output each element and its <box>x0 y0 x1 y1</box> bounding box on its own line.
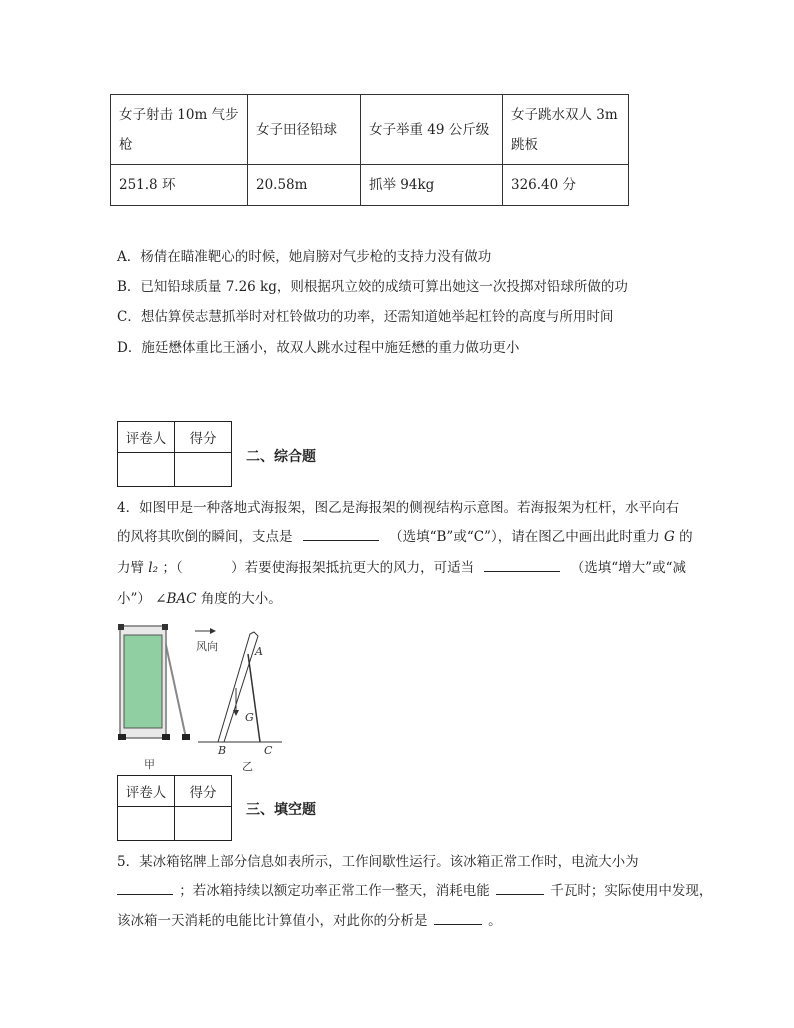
question-text: ∠BAC <box>155 591 197 607</box>
answer-blank[interactable] <box>303 526 379 541</box>
reviewer-label: 评卷人 <box>118 422 175 453</box>
question-text: 的 <box>679 529 693 545</box>
table-row <box>111 165 629 206</box>
question-text: 的风将其吹倒的瞬间，支点是 <box>117 529 293 545</box>
table-header-cell: 女子田径铅球 <box>248 95 361 165</box>
poster-board <box>124 635 162 728</box>
table-cell: 326.40 分 <box>503 165 629 206</box>
point-a-label: A <box>255 645 263 658</box>
answer-blank[interactable] <box>484 557 560 572</box>
score-field <box>175 453 232 487</box>
table-cell: 251.8 环 <box>111 165 248 206</box>
question-text: 力臂 <box>117 560 144 576</box>
score-field <box>175 807 232 841</box>
question-4-line <box>117 556 686 576</box>
table-cell: 20.58m <box>248 165 361 206</box>
option-c: C．想估算侯志慧抓举时对杠铃做功的功率，还需知道她举起杠铃的高度与所用时间 <box>117 309 614 325</box>
question-text: 该冰箱一天消耗的电能比计算值小，对此你的分析是 <box>117 913 428 929</box>
table-header-row <box>111 95 629 165</box>
option-a: A．杨倩在瞄准靶心的时候，她肩膀对气步枪的支持力没有做功 <box>117 249 492 265</box>
reviewer-field <box>118 453 175 487</box>
option-d: D．施廷懋体重比王涵小，故双人跳水过程中施廷懋的重力做功更小 <box>117 340 520 356</box>
figure-caption-b: 乙 <box>242 760 253 773</box>
option-b: B．已知铅球质量 7.26 kg，则根据巩立姣的成绩可算出她这一次投掷对铅球所做的功 <box>117 279 628 295</box>
question-text: （选填“增大”或“减 <box>570 560 686 576</box>
question-text: l₂ <box>148 560 159 576</box>
question-5-line <box>117 879 712 899</box>
grader-box <box>117 775 232 841</box>
answer-blank[interactable] <box>434 910 482 925</box>
reviewer-label: 评卷人 <box>118 776 175 807</box>
question-text: （选填“B”或“C”），请在图乙中画出此时重力 <box>389 529 660 545</box>
question-text: ；若冰箱持续以额定功率正常工作一整天，消耗电能 <box>179 883 490 899</box>
question-text: 小”） <box>117 591 151 607</box>
question-5-line <box>117 909 502 929</box>
question-4-line <box>117 587 282 607</box>
table-header-cell: 女子射击 10m 气步枪 <box>111 95 248 165</box>
question-5-line: 5．某冰箱铭牌上部分信息如表所示，工作间歇性运行。该冰箱正常工作时，电流大小为 <box>117 854 639 870</box>
point-c-label: C <box>264 744 273 757</box>
point-b-label: B <box>218 744 227 757</box>
grader-box <box>117 421 232 487</box>
question-text: 千瓦时；实际使用中发现， <box>550 883 713 899</box>
score-label: 得分 <box>175 776 232 807</box>
table-header-cell: 女子举重 49 公斤级 <box>361 95 503 165</box>
question-4-line <box>117 525 693 545</box>
question-4-line: 4．如图甲是一种落地式海报架，图乙是海报架的侧视结构示意图。若海报架为杠杆，水平向右 <box>117 500 680 516</box>
question-text: 角度的大小。 <box>200 591 282 607</box>
reviewer-field <box>118 807 175 841</box>
poster-stand-figure <box>112 620 192 750</box>
question-text: G <box>664 529 675 545</box>
table-cell: 抓举 94kg <box>361 165 503 206</box>
question-text: ；（ <box>162 560 183 576</box>
answer-blank[interactable] <box>117 880 173 895</box>
figure-caption-a: 甲 <box>144 758 155 771</box>
medal-results-table <box>110 94 629 206</box>
answer-blank[interactable] <box>496 880 544 895</box>
question-text: 。 <box>488 913 502 929</box>
score-label: 得分 <box>175 422 232 453</box>
question-text: ）若要使海报架抵抗更大的风力，可适当 <box>231 560 475 576</box>
section-title: 三、填空题 <box>246 802 316 818</box>
section-title: 二、综合题 <box>246 449 316 465</box>
table-header-cell: 女子跳水双人 3m 跳板 <box>503 95 629 165</box>
gravity-label: G <box>245 711 254 724</box>
wind-direction-label: 风向 <box>196 640 218 653</box>
